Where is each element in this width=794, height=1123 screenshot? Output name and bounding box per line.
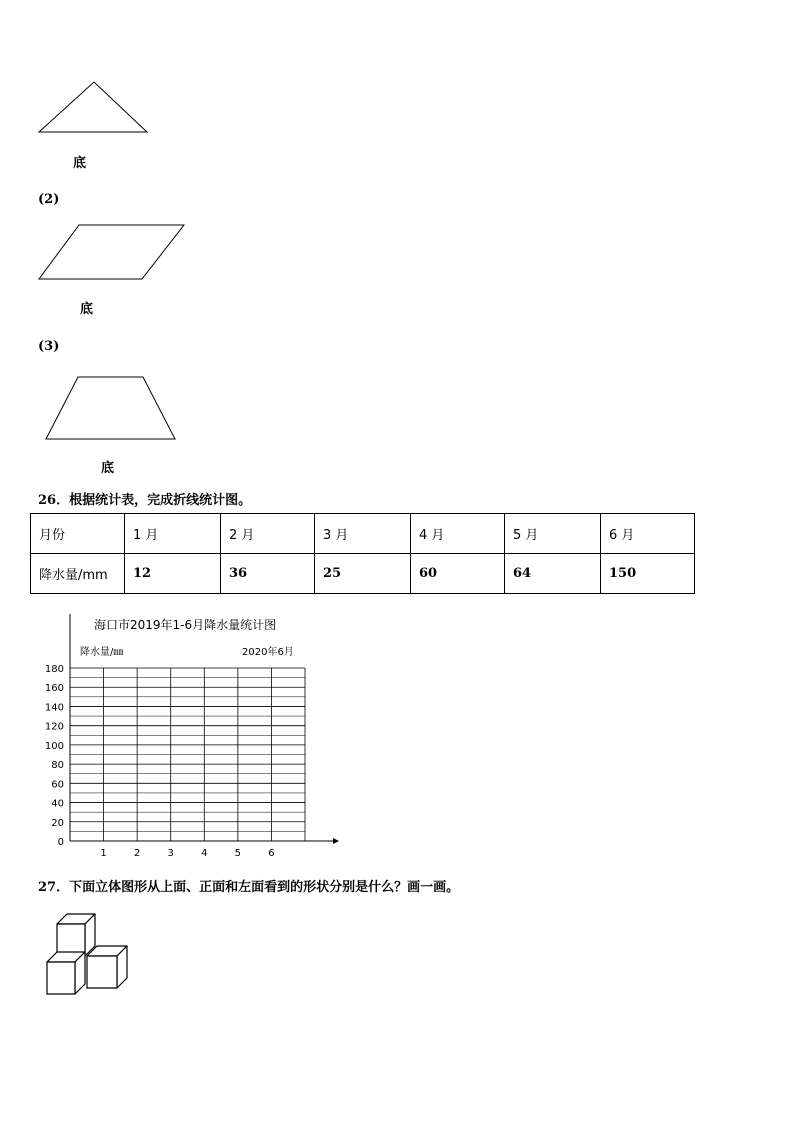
y-tick-label: 60 (51, 779, 64, 791)
chart-y-ticks (45, 664, 64, 848)
table-cell: 60 (411, 554, 505, 594)
rainfall-line-chart (30, 608, 350, 864)
trapezoid-base-label: 底 (101, 461, 115, 476)
table-cell: 1 月 (125, 514, 221, 554)
table-cell: 5 月 (505, 514, 601, 554)
y-tick-label: 180 (44, 664, 64, 675)
table-cell: 64 (505, 554, 601, 594)
chart-x-ticks (100, 848, 274, 859)
chart-y-axis-label: 降水量/㎜ (80, 647, 124, 658)
y-tick-label: 160 (44, 683, 64, 695)
stacked-cubes-figure (40, 906, 136, 1002)
y-tick-label: 120 (44, 721, 64, 733)
chart-grid (70, 668, 305, 841)
table-cell: 12 (125, 554, 221, 594)
chart-date-note: 2020年6月 (242, 647, 294, 658)
y-tick-label: 140 (44, 702, 64, 714)
parallelogram-base-label: 底 (80, 302, 94, 317)
x-tick-label: 3 (167, 848, 174, 859)
x-tick-label: 4 (201, 848, 208, 859)
part-2-label: (2) (38, 192, 60, 207)
part-3-label: (3) (38, 339, 60, 354)
y-tick-label: 0 (57, 837, 64, 848)
y-tick-label: 80 (51, 760, 64, 772)
table-header-row (31, 514, 695, 554)
x-axis-arrow (333, 838, 339, 844)
y-tick-label: 100 (44, 740, 64, 752)
table-cell: 25 (315, 554, 411, 594)
table-cell: 月份 (31, 514, 125, 554)
x-tick-label: 5 (234, 848, 242, 859)
chart-title: 海口市2019年1-6月降水量统计图 (94, 618, 277, 632)
table-cell: 4 月 (411, 514, 505, 554)
x-tick-label: 6 (268, 848, 275, 859)
table-row (31, 554, 695, 594)
table-cell: 6 月 (601, 514, 695, 554)
table-cell: 降水量/mm (31, 554, 125, 594)
triangle-figure (36, 78, 152, 138)
question-26-title: 26．根据统计表，完成折线统计图。 (38, 493, 252, 508)
table-cell: 150 (601, 554, 695, 594)
parallelogram-figure (36, 222, 188, 282)
y-tick-label: 20 (51, 817, 64, 829)
x-tick-label: 2 (133, 848, 141, 859)
triangle-base-label: 底 (73, 156, 87, 171)
table-cell: 3 月 (315, 514, 411, 554)
trapezoid-figure (44, 374, 178, 442)
question-27-title: 27．下面立体图形从上面、正面和左面看到的形状分别是什么？画一画。 (38, 880, 460, 895)
table-cell: 2 月 (221, 514, 315, 554)
rainfall-table (30, 513, 695, 594)
y-tick-label: 40 (51, 798, 64, 810)
x-tick-label: 1 (100, 848, 107, 859)
table-cell: 36 (221, 554, 315, 594)
